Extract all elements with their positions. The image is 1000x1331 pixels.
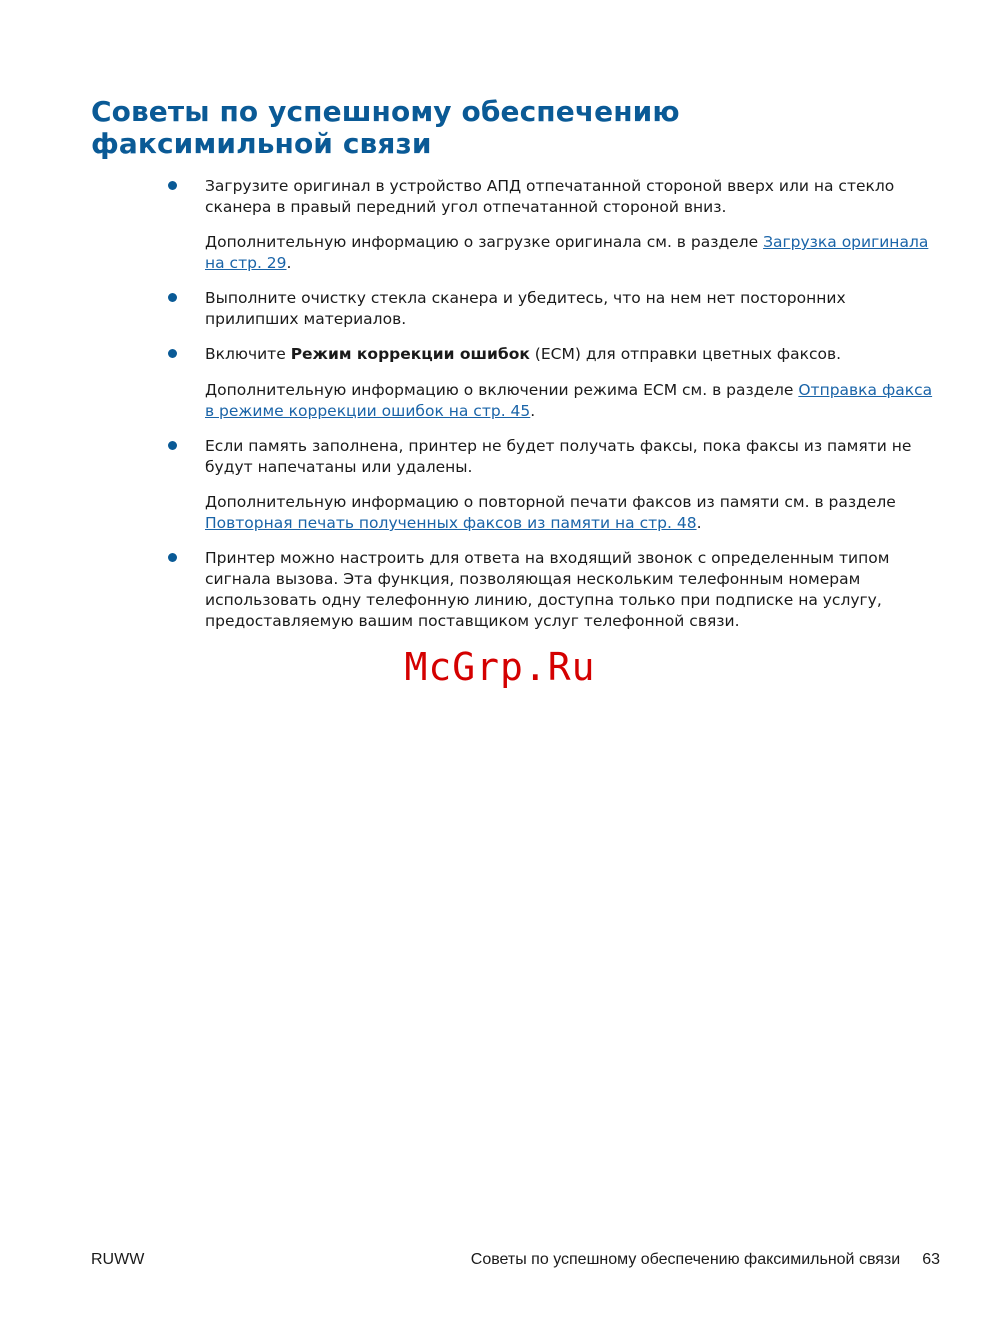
bullet-icon: [168, 553, 177, 562]
list-item: Загрузите оригинал в устройство АПД отпечатанной стороной вверх или на стекло сканера в правый передний угол отпечатанной стороной вниз.: [205, 177, 895, 216]
list-item: Выполните очистку стекла сканера и убедитесь, что на нем нет посторонних прилипших материалов.: [205, 289, 846, 328]
page-title: Советы по успешному обеспечению факсимильной связи: [91, 95, 680, 160]
note-end: .: [286, 254, 292, 272]
item-text-end: (ECM) для отправки цветных факсов.: [529, 345, 842, 363]
bullet-icon: [168, 349, 177, 358]
link-load-original[interactable]: Загрузка оригинала на стр. 29: [205, 233, 929, 272]
list-item: Принтер можно настроить для ответа на входящий звонок с определенным типом сигнала вызова. Эта функция, позволяющая нескольким телефонным номерам использовать одну телефонную линию, доступна только при подписке на услугу, предоставляемую вашим поставщиком услуг телефонной связи.: [205, 549, 890, 630]
note-text: Дополнительную информацию о повторной печати факсов из памяти см. в разделе: [205, 493, 896, 511]
bullet-icon: [168, 441, 177, 450]
footer: [471, 1250, 940, 1270]
list-item: [205, 344, 935, 365]
footer-code: RUWW: [91, 1251, 145, 1268]
note-text: Дополнительную информацию о загрузке оригинала см. в разделе: [205, 233, 764, 251]
link-send-fax-ecm[interactable]: Отправка факса в режиме коррекции ошибок на стр. 45: [205, 381, 933, 420]
note-end: .: [530, 402, 536, 420]
list-item: Если память заполнена, принтер не будет получать факсы, пока факсы из памяти не будут напечатаны или удалены.: [205, 437, 912, 476]
ecm-mode-term: Режим коррекции ошибок: [290, 345, 530, 363]
item-note: [205, 492, 935, 534]
note-text: Дополнительную информацию о включении режима ECM см. в разделе: [205, 381, 799, 399]
item-note: [205, 232, 935, 274]
bullet-icon: [168, 293, 177, 302]
item-text: Включите: [205, 345, 291, 363]
bullet-icon: [168, 181, 177, 190]
item-note: [205, 380, 935, 422]
link-reprint-faxes[interactable]: Повторная печать полученных факсов из памяти на стр. 48: [205, 514, 697, 532]
footer-section-title: Советы по успешному обеспечению факсимильной связи: [470, 1251, 901, 1268]
watermark: McGrp.Ru: [404, 645, 596, 689]
page-number: 63: [922, 1251, 940, 1268]
note-end: .: [696, 514, 702, 532]
